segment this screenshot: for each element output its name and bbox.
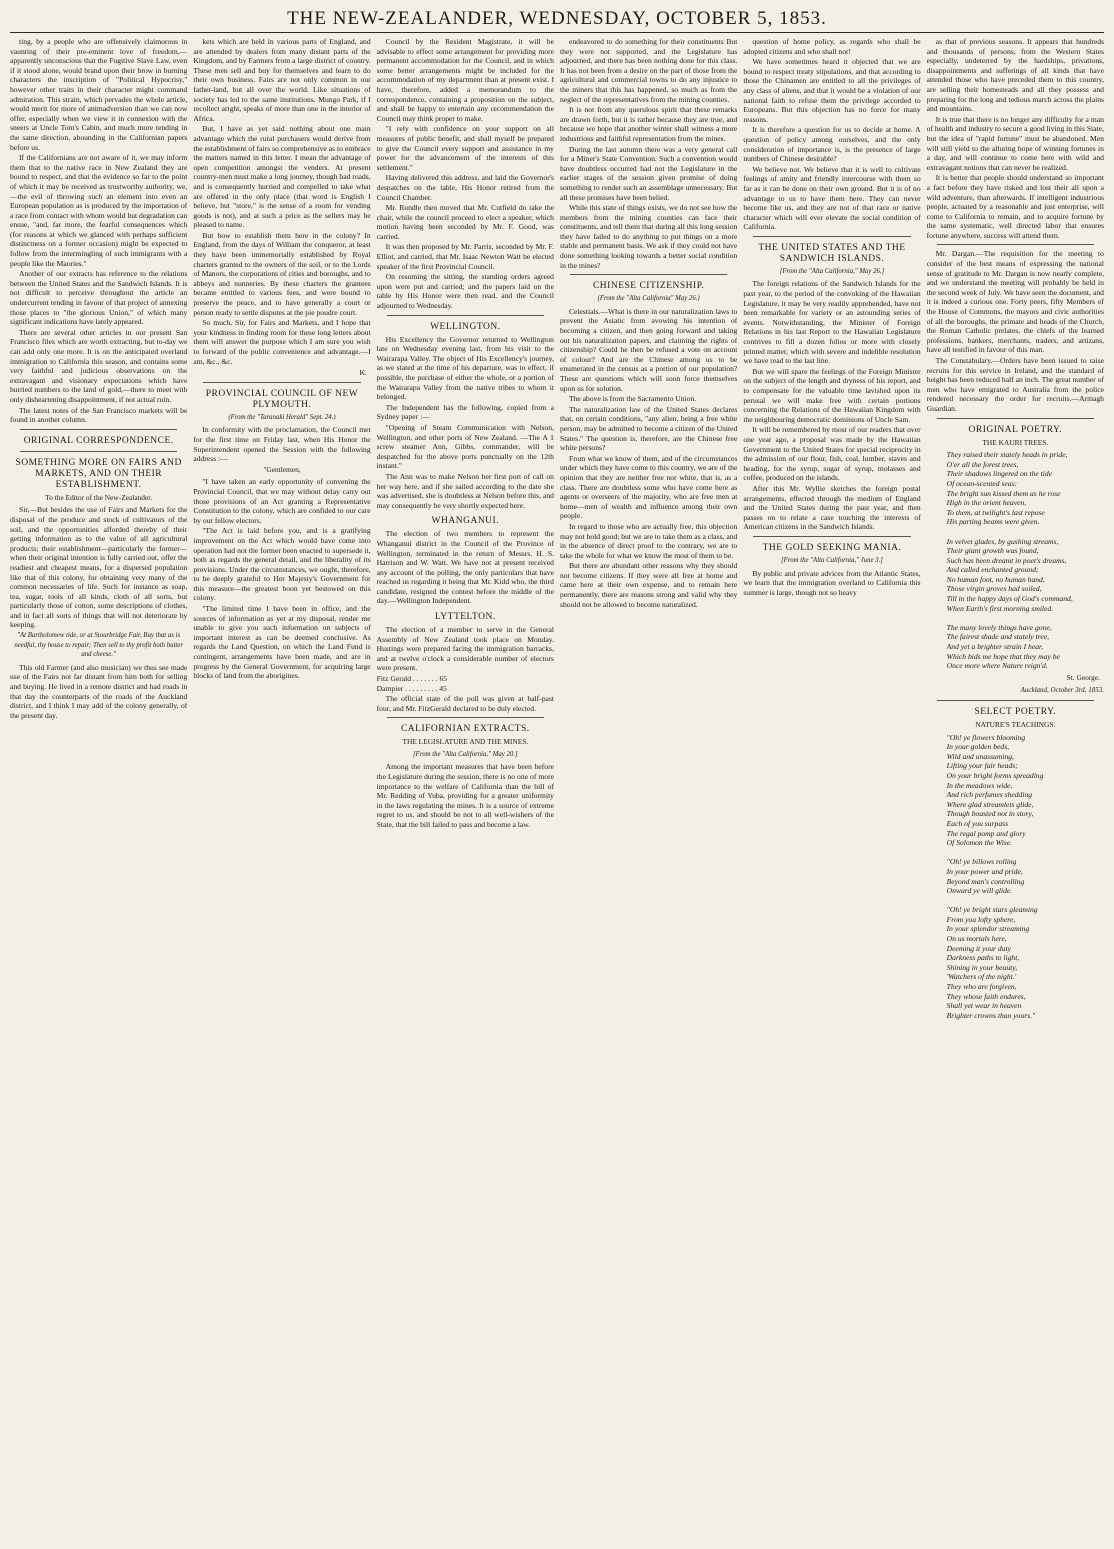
masthead-rule xyxy=(10,32,1104,33)
divider xyxy=(20,451,177,452)
poem-verse: They raised their stately heads in pride, O'er all the forest trees, Their shadows lingered on the tide Of ocean-scented seas: The bright sun kissed them as he rose High in the orient heaven, To them, at twilight's last repose His parting beams were given. In velvet glades, by gushing streams, Their giant growth was found, Such has been dreamt in poet's dreams, And called enchanted ground; No human foot, no human hand, Those virgin groves had soiled, Till in the happy days of God's command, When Earth's first morning smiled. The many lovely things have gone, The fairest shade and stately tree, And yet a brighter strain I hear, Which bids me hope that they may be Once more where Nature reign'd. xyxy=(946,450,1073,671)
sub-heading: THE LEGISLATURE AND THE MINES. xyxy=(402,737,529,747)
paragraph: as that of previous seasons. It appears that hundreds and thousands of persons, from the Western States especially, undeterred by the hardships, privations, disappointments and sufferings of all kinds that have attended those who have preceded them to this country, are selling their homesteads and all they possess and preparing for the long and tedious march across the plains and mountains. xyxy=(926,37,1104,114)
paragraph: We have sometimes heard it objected that we are bound to respect treaty stipulations, and that according to those the Chinamen are entitled to all the privileges of any class of aliens, and that it would be a violation of our national faith to refuse them the privilege accorded to Europeans. But this objection has no force for many reasons. xyxy=(743,57,921,124)
paragraph: It is not from any querulous spirit that these remarks are drawn forth, but it is rather because they are true, and because we hope that another winter shall witness a more industrious and faithful representation from the mines. xyxy=(559,105,738,143)
section-heading: ORIGINAL CORRESPONDENCE. xyxy=(23,435,174,446)
paragraph: So much, Sir, for Fairs and Markets, and I hope that your kindness in finding room for these long letters about them will answer the purpose which I am sure you wish to forward of the public convenience and advantage.—I am, &c., &c. xyxy=(193,318,371,366)
signature: K. xyxy=(359,368,367,378)
paragraph: By public and private advices from the Atlantic States, we learn that the immigration overland to California this summer is large, though not so heavy xyxy=(743,568,921,597)
section-heading: CHINESE CITIZENSHIP. xyxy=(592,281,705,292)
column-2 xyxy=(193,37,370,1542)
paragraph: But we will spare the feelings of the Foreign Minister on the subject of the length and dryness of his report, and to compensate for the valuable time lavished upon its perusal we will make free with certain portions concerning the Relations of the Hawaiian Kingdom with the neighbouring democratic dominions of Uncle Sam. xyxy=(743,366,921,424)
address-salutation: "Gentlemen, xyxy=(263,464,301,474)
paragraph: In regard to those who are actually free, this objection may not hold good; but we are to take them as a class, and in the absence of direct proof to the contrary, we are to take the whole for what we know the most of them to be. xyxy=(559,521,738,560)
paragraph: It is therefore a question for us to decide at home. A question of policy among ourselves, and the only consideration of importance is, is the presence of large numbers of Chinese desirable? xyxy=(743,125,921,164)
section-heading: ORIGINAL POETRY. xyxy=(968,424,1063,435)
column-6 xyxy=(927,37,1104,1542)
divider xyxy=(203,382,360,383)
paragraph: The naturalization law of the United States declares that, on certain conditions, "any alien, being a free white person, may be admitted to become a citizen of the United States." The question is, therefore, are the Chinese free white persons? xyxy=(559,404,738,453)
divider xyxy=(753,536,910,537)
columns xyxy=(10,37,1104,1542)
section-heading: LYTTELTON. xyxy=(434,612,496,623)
salutation: To the Editor of the New-Zealander. xyxy=(45,492,153,502)
paragraph: "The Act is laid before you, and is a gratifying improvement on the Act which would have come into operation had not the former been enacted to supersede it, both as regards the general detail, and the liberality of its provisions. Under the circumstances, we ought, therefore, to be deeply grateful to Her Majesty's Government for this measure—the greatest boon yet bestowed on this colony. xyxy=(193,526,371,603)
paragraph: This old Farmer (and also musician) we thus see made use of the Fairs not far distant from him both for selling and buying. He lived in a remote district and had roads in that day the counterparts of the roads of the Auckland district, and I think I may add of the colony generally, of the present day. xyxy=(10,662,188,720)
column-5 xyxy=(743,37,920,1542)
paragraph: It is true that there is no longer any difficulty for a man of health and industry to secure a good living in this State, but the idea of "rapid fortune" must be abandoned. Men will still yield to the alluring hope of winning fortunes in a day, and will continue to come here with wild and extravagant notions that can never be realized. xyxy=(926,114,1104,172)
column-1 xyxy=(10,37,187,1542)
section-heading: WELLINGTON. xyxy=(430,321,501,332)
paragraph: Having delivered this address, and laid the Governor's despatches on the table, His Honor retired from the Council Chamber. xyxy=(376,173,554,202)
article-heading: SOMETHING MORE ON FAIRS AND MARKETS, AND ON THEIR ESTABLISHMENT. xyxy=(15,457,182,490)
paragraph: ting, by a people who are offensively claimorous in vaunting of their pre-eminent love of freedom,—apparently unconscious that the Fugitive Slave Law, even if it stood alone, would brand upon their brow in burning characters the inscription of "Political Hypocrisy," however other traits in their character might command admiration. This strain, which pervades the whole article, would merit for more of animadversion than we can now offer, especially when we view it in connexion with the sneers at Uncle Tom's Cabin, and much more tending in the same direction, abounding in the Californian papers before us. xyxy=(10,37,188,152)
source-note: [From the "Alta California," May 20.] xyxy=(413,750,518,758)
paragraph: The election of two members to represent the Whanganui district in the Council of the Province of Wellington, terminated in the return of Messrs. H. S. Harrison and W. Watt. We have not at present received any account of the polling, the only particulars that have reached us regarding it being that Mr. Kidd who, the third candidate, resigned the contest before the middle of the day.—Wellington Independent. xyxy=(376,529,554,606)
divider xyxy=(937,418,1094,419)
poem-signature: St. George. xyxy=(1066,672,1100,682)
paragraph: "I rely with confidence on your support on all measures of public benefit, and shall myself be prepared to give the Council every support and assistance in my power for the advancement of the interests of this settlement." xyxy=(376,124,554,172)
divider xyxy=(20,429,177,430)
paragraph: It is better that people should understand so important a fact before they have risked and lost their all upon a wild adventure, than afterwards. If intelligent industrious people, actuated by a reasonable and just enterprise, will come to California to remain, and to acquire fortune by the same systematic, well directed labor that ensures fortune anywhere, success will attend them. xyxy=(926,173,1104,240)
paragraph: endeavored to do something for their constituents But they were not supported, and the Legislature has adjourned, and there has been nothing done for this class. It has not been from a desire on the part of those from the agricultural and commercial towns to do any injustice to the miners that this has happened, so much as from the neglect of the representatives from the mining counties. xyxy=(559,37,738,104)
source-note: [From the "Alta California," June 3.] xyxy=(781,556,883,564)
paragraph: "I have taken an early opportunity of convening the Provincial Council, that we may without delay carry out those provisions of an Act granting a Representative Constitution to the colony, which are confided to our care by our fellow electors. xyxy=(193,477,371,525)
paragraph: The Ann was to make Nelson her first port of call on her way here, and if she sailed according to the date she was advertised, she is doubtless at Nelson before this, and may consequently be very shortly expected here. xyxy=(376,471,554,510)
paragraph: "The limited time I have been in office, and the sources of information as yet at my disposal, render me unable to give you such information on subjects of important interest as can be deemed conclusive. As regards the Land Question, on which the Land Fund is contingent, arrangements have been made, and are in progress by the General Government, for acquiring large blocks of land from the aborigines. xyxy=(193,604,371,681)
column-4 xyxy=(560,37,737,1542)
paragraph: After this Mr. Wyllie sketches the foreign postal arrangements, effected through the medium of England and the United States during the past year, and then passes on to relate a case touching the interests of American citizens in the Sandwich Islands. xyxy=(743,483,921,532)
paragraph: The election of a member to serve in the General Assembly of New Zealand took place on Monday. Hustings were prepared facing the immigration barracks, and at twelve o'clock a considerable number of electors were present. xyxy=(376,625,554,673)
poll-result: Fitz Gerald . . . . . . . 65 xyxy=(376,674,448,684)
divider xyxy=(937,700,1094,701)
paragraph: During the last autumn there was a very general call for a Miner's State Convention. Such a convention would have doubtless occurred had not the Legislature in the earlier stages of the session given promise of doing something to render such an assemblage unnecessary. But all these promises have been belied. xyxy=(559,144,738,202)
paragraph: Mr. Rundle then moved that Mr. Cutfield do take the chair, while the council proceed to elect a speaker, which motion having been seconded by Mr. F. Good, was carried. xyxy=(376,203,554,241)
paragraph: But there are abundant other reasons why they should not become citizens. If they were all free at home and came here at their own expense, and to remain here permanently, there are reasons strong and valid why they should not be allowed to become naturalized. xyxy=(559,561,738,609)
divider xyxy=(570,274,727,275)
paragraph: In conformity with the proclamation, the Council met for the first time on Friday last, when His Honor the Superintendent opened the Session with the following address :— xyxy=(193,425,371,464)
paragraph: On resuming the sitting, the standing orders agreed upon were put and carried; and the papers laid on the table by His Honor were then read, and the Council adjourned to Wednesday. xyxy=(376,272,554,311)
masthead-title: THE NEW-ZEALANDER, WEDNESDAY, OCTOBER 5, 1853. xyxy=(287,8,827,29)
paragraph: The official state of the poll was given at half-past four, and Mr. FitzGerald declared to be duly elected. xyxy=(376,694,554,713)
paragraph: Another of our extracts has reference to the relations between the United States and the Sandwich Islands. It is not difficult to perceive throughout the article an undercurrent tending in favour of that project of annexing those places to "the glorious Union," of which many significant indications have lately appeared. xyxy=(10,269,188,327)
paragraph: But, I have as yet said nothing about one main advantage which the rural purchasers would derive from the establishment of fairs so comprehensive as to embrace the matters named in this letter. I mean the advantage of open competition amongst the venders. At present country-men must make a long journey, though bad roads, and is consequently hurried and compelled to take what are offered in the only place (that word is English I believe, but "store," is the sense of a room for vending goods is not), and at such a price as the sellers may be pleased to name. xyxy=(193,124,371,230)
paragraph: From what we know of them, and of the circumstances under which they have come to this country, we are of the opinion that they are neither free nor white, that is, as a class. There are doubtless some who have come here as agents or overseers of the majority, who are free men at home—men of wealth and influence among their own people. xyxy=(559,453,738,521)
paragraph: The Independent has the following, copied from a Sydney paper :— xyxy=(376,402,554,422)
paragraph: Among the important measures that have been before the Legislature during the session, there is no one of more importance to the welfare of California than the bill of Mr. Redding of Yuba, providing for a greater uniformity in the laws regulating the mines. It is a source of extreme regret to us, and should be not to all well-wishers of the State, that the bill failed to pass and become a law. xyxy=(376,762,554,829)
paragraph: The latest notes of the San Francisco markets will be found in another column. xyxy=(10,405,188,425)
paragraph: question of home policy, as regards who shall be adopted citizens and who shall not! xyxy=(743,37,921,56)
section-heading: PROVINCIAL COUNCIL OF NEW PLYMOUTH. xyxy=(205,388,359,410)
poem-dateline: Auckland, October 3rd, 1853. xyxy=(1020,686,1104,695)
source-note: (From the "Taranaki Herald" Sept. 24.) xyxy=(228,413,336,421)
paragraph: But how to establish them here in the colony? In England, from the days of William the conqueror, at least they have been immemorially established by Royal charters granted to the owners of the soil, or to the Lords of Manors, the corporations of cities and boroughs, and to abbeys and nunneries. By these charters the grantees became entitled to various fees, and were bound to preserve the peace, and to have generally a court or person ready to settle disputes at the pie poudre court. xyxy=(193,230,371,317)
paragraph: The above is from the Sacramento Union. xyxy=(568,394,697,404)
divider xyxy=(753,236,910,237)
source-note: [From the "Alta California," May 26.] xyxy=(779,267,885,275)
poem-verse: "Oh! ye flowers blooming In your golden beds, Wild and unassuming, Lifting your fair heads; On your bright forms spreading In the meadows wide, And rich perfumes shedding Where glad streamlets glide, Though boasted not in story, Each of you surpass The regal pomp and glory Of Solomon the Wise. "Oh! ye billows rolling In your power and pride, Beyond man's controlling Onward ye will glide. "Oh! ye bright stars gleaming From you lofty sphere, In your splendor streaming On us mortals here, Deeming it your duty Darkness paths to light, Shining in your beauty, 'Watchers of the night.' They who are forgiven, They whose faith endures, Shall yet wear in heaven Brighter crowns than yours." xyxy=(946,732,1044,1020)
paragraph: We believe not. We believe that it is well to cultivate feelings of amity and friendly intercourse with them so far as it can be done on their own ground. But it is of no advantage to us to have them here. They can never become like us, and they are not of that race or native character which will ever elevate the social condition of California. xyxy=(743,164,921,232)
poem-title: THE KAURI TREES. xyxy=(982,437,1049,447)
section-heading: THE GOLD SEEKING MANIA. xyxy=(762,542,902,553)
section-heading: WHANGANUI. xyxy=(431,516,500,527)
poem-title: NATURE'S TEACHINGS. xyxy=(975,720,1056,729)
source-note: (From the "Alta California" May 26.) xyxy=(597,295,700,303)
paragraph: While this state of things exists, we do not see how the members from the mining counties can face their constituents, and tell them that during all this long session they have failed to do anything to put things on a more stable and permanent basis. We ask if they could not have done something looking towards a better social condition in the mines? xyxy=(559,203,738,270)
poll-result: Dampier . . . . . . . . . 45 xyxy=(376,684,447,694)
paragraph: His Excellency the Governor returned to Wellington late on Wednesday evening last, from his visit to the Wairarapa Valley. The object of His Excellency's journey, as we stated at the time of his departure, was to effect, if possible, the purchase of either the whole, or a portion of the Wairarapa Valley from the native tribes to whom it belonged. xyxy=(376,334,554,402)
column-3 xyxy=(377,37,554,1542)
paragraph: kets which are held in various parts of England, and are attended by dealers from many distant parts of the Kingdom, and by Farmers from a large district of country. These men sell and buy for themselves and learn to do their own business. Fairs are not only common in our father-land, but all over the world. Like situations of society has led to the same institutions. Mungo Park, if I recollect aright, speaks of more than one in the interior of Africa. xyxy=(193,37,371,123)
paragraph: Celestials.—What is there in our naturalization laws to prevent the Asiatic from avowing his intention of becoming a citizen, and then going forward and taking out his naturalization papers, and claiming the rights of citizenship? Could he then be refused a vote on account of colour? And are the Chinese among us to be enumerated in the census as a portion of our population? These are questions which will soon force themselves upon us for solution. xyxy=(559,306,738,393)
paragraph: It was then proposed by Mr. Parris, seconded by Mr. F. Elliot, and carried, that Mr. Isaac Newton Watt be elected speaker of the first Provincial Council. xyxy=(376,242,554,271)
paragraph: The foreign relations of the Sandwich Islands for the past year, to the period of the convoking of the Hawaiian Legislature, it may be very readily apprehended, have not been remarkable for variety or an astounding series of events. Notwithstanding, the Minister of Foreign Relations in his last Report to the Hawaiian Legislature contrives to fill a dozen folios or more with closely printed matter, which with severe and indelible resolution we have read to the last line. xyxy=(743,279,921,366)
section-heading: THE UNITED STATES AND THE SANDWICH ISLANDS. xyxy=(758,242,906,264)
divider xyxy=(387,315,544,316)
paragraph: There are several other articles in our present San Francisco files which are worth extracting, but to-day we can add only one more. It is on the anticipated overland immigration to California this season, and contains some very faithful and judicious observations on the extravagant and visionary expectations which have hurried numbers to the land of gold,—there to meet with only disheartening disappointment, if not actual ruin. xyxy=(10,327,188,404)
paragraph: Mr. Dargan.—The requisition for the meeting to consider of the best means of expressing the national sense of gratitude to Mr. Dargan is now nearly complete, and we understand the meeting will probably be held in the second week of July. We have seen the document, and it is indeed a curious one. Forty peers, fifty Members of the House of Commons, the mayors and civic authorities of all the boroughs, the primate and heads of the Church, the Roman Catholic prelates, the chiefs of the learned professions, bankers, merchants, traders, and artizans, have all testified in favour of this man. xyxy=(926,249,1104,355)
paragraph: "Opening of Steam Communication with Nelson, Wellington, and other ports of New Zealand. —The A 1 screw steamer Ann, Gibbs, commander, will be despatched for the above ports punctually on the 12th instant." xyxy=(376,422,554,471)
paragraph: It will be remembered by most of our readers that over one year ago, a proposal was made by the Hawaiian Government to the United States for special reciprocity in the admission of our flour, fish, coal, lumber, staves and heading, for the syrup, sugar of syrup, molasses and coffee, produced on the islands. xyxy=(743,425,921,483)
quotation: "At Bartholomew tide, or at Stourbridge Fair, Buy that as is needful, thy house to repair; Then sell to thy profit both butter and cheese." xyxy=(14,632,183,659)
divider xyxy=(387,717,544,718)
paragraph: The Constabulary.—Orders have been issued to raise recruits for this service in Ireland, and the standard of height has been reduced half an inch. The great number of men who have emigrated to Australia from the police rendered necessary the order for recruits.—Armagh Guardian. xyxy=(926,356,1104,413)
paragraph: Council by the Resident Magistrate, it will be advisable to effect some arrangement for providing more permanent accommodation for the Council, and in which some better arrangements might be included for the accommodation of my department than at present exist. I have, therefore, added a memorandum to the correspondence, containing a proposition on the subject, and shall be happy to entertain any recommendation the Council may think proper to make. xyxy=(376,37,554,123)
paragraph: If the Californians are not aware of it, we may inform them that to the native race in New Zealand they are bound to respect, and that the evidence so far to the point of which it may be received as trustworthy authority, we,—the evil of throwing such an element into even an European population as is produced by the importation of a race from contact with whom would but degradation can ensue, "and, far more, the fearful consequences which (for reasons at which we glanced with perhaps sufficient distinctness on a former occasion) might be expected to follow from the intermingling of such immigrants with a people like the Maories." xyxy=(10,153,188,268)
section-heading: SELECT POETRY. xyxy=(974,707,1057,717)
paragraph: Sir,—But besides the use of Fairs and Markets for the disposal of the produce and stock of cultivators of the soil, and the opportunities afforded thereby of their getting information as to the value of all agricultural products; their establishment—particularly the former—when their original intention is fully carried out, offer the readiest and cheapest means, for a dispersed population like that of this colony, for obtaining very many of the common necessaries of life. Such for instance as soap, tea, sugar, tools of all kinds, cloth of all sorts, but particularly those of cotton, some descriptions of clothes, and in fact all sorts of things that will not deteriorate by keeping. xyxy=(10,505,188,630)
divider xyxy=(937,244,1094,245)
section-heading: CALIFORNIAN EXTRACTS. xyxy=(400,724,530,735)
